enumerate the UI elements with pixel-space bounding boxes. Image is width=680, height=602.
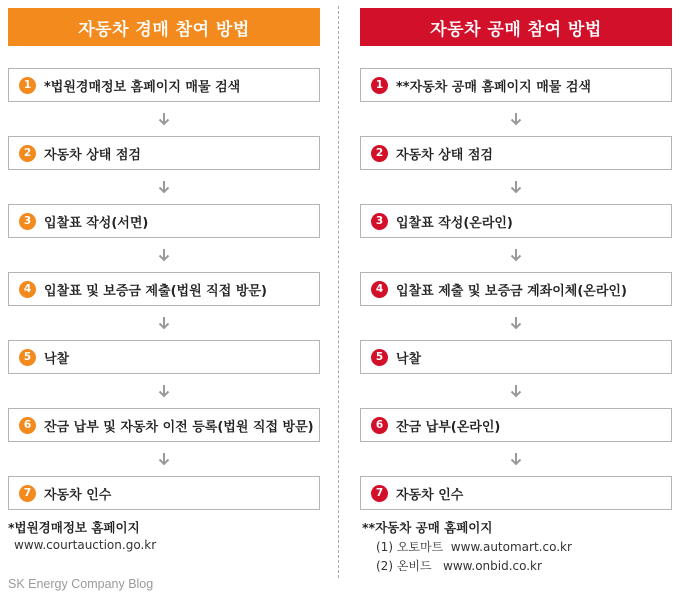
blog-credit: SK Energy Company Blog [8,577,154,591]
footnote-title: *법원경매정보 홈페이지 [8,520,140,535]
auction-footnote [8,518,156,552]
step-number-badge: 7 [371,485,388,502]
down-arrow-icon [360,442,672,476]
footnote-site-1: (1) 오토마트 www.automart.co.kr [376,540,572,554]
down-arrow-icon [360,374,672,408]
public-sale-step-5 [360,340,672,374]
step-number-badge: 4 [371,281,388,298]
footnote-title: **자동차 공매 홈페이지 [362,520,493,535]
public-sale-footnote [362,518,572,574]
down-arrow-icon [8,374,320,408]
public-sale-step-7 [360,476,672,510]
public-sale-step-1 [360,68,672,102]
step-label: **자동차 공매 홈페이지 매물 검색 [396,79,591,95]
step-number-badge: 7 [19,485,36,502]
step-label: 입찰표 작성(서면) [44,215,149,231]
down-arrow-icon [8,306,320,340]
public-sale-step-2 [360,136,672,170]
down-arrow-icon [360,238,672,272]
step-label: 자동차 인수 [396,487,464,503]
down-arrow-icon [360,102,672,136]
step-label: 잔금 납부(온라인) [396,419,501,435]
step-number-badge: 1 [371,77,388,94]
step-number-badge: 1 [19,77,36,94]
auction-column [8,8,320,510]
public-sale-step-6 [360,408,672,442]
down-arrow-icon [360,170,672,204]
down-arrow-icon [8,102,320,136]
auction-step-5 [8,340,320,374]
public-sale-column [360,8,672,510]
down-arrow-icon [8,238,320,272]
step-label: 낙찰 [396,351,422,367]
down-arrow-icon [8,170,320,204]
step-label: 낙찰 [44,351,70,367]
public-sale-header: 자동차 공매 참여 방법 [360,8,672,46]
step-label: 자동차 상태 점검 [396,147,493,163]
auction-step-3 [8,204,320,238]
down-arrow-icon [360,306,672,340]
auction-step-1 [8,68,320,102]
public-sale-step-3 [360,204,672,238]
step-label: 입찰표 작성(온라인) [396,215,513,231]
step-number-badge: 3 [371,213,388,230]
down-arrow-icon [8,442,320,476]
step-number-badge: 4 [19,281,36,298]
step-label: 자동차 인수 [44,487,112,503]
step-label: 입찰표 제출 및 보증금 계좌이체(온라인) [396,283,627,299]
auction-header: 자동차 경매 참여 방법 [8,8,320,46]
auction-step-7 [8,476,320,510]
auction-step-4 [8,272,320,306]
step-number-badge: 5 [371,349,388,366]
step-number-badge: 6 [371,417,388,434]
step-label: 입찰표 및 보증금 제출(법원 직접 방문) [44,283,267,299]
public-sale-step-4 [360,272,672,306]
auction-step-6 [8,408,320,442]
footnote-site-2: (2) 온비드 www.onbid.co.kr [376,559,542,573]
step-label: 자동차 상태 점검 [44,147,141,163]
auction-steps [8,68,320,510]
column-divider [338,6,339,578]
step-number-badge: 2 [371,145,388,162]
footnote-url: www.courtauction.go.kr [14,538,157,552]
auction-step-2 [8,136,320,170]
step-number-badge: 2 [19,145,36,162]
step-number-badge: 5 [19,349,36,366]
public-sale-steps [360,68,672,510]
step-label: *법원경매정보 홈페이지 매물 검색 [44,79,241,95]
step-number-badge: 3 [19,213,36,230]
step-number-badge: 6 [19,417,36,434]
step-label: 잔금 납부 및 자동차 이전 등록(법원 직접 방문) [44,419,314,435]
